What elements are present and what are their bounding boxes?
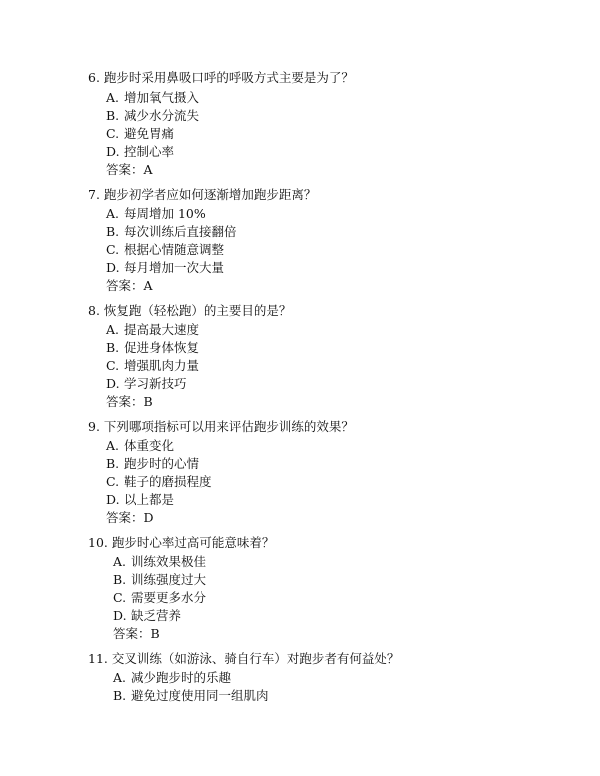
option-c: C. 需要更多水分 [113,590,207,605]
answer-label: 答案：D [106,510,154,525]
option-c: C. 鞋子的磨损程度 [106,474,212,489]
option-d: D. 以上都是 [106,492,175,507]
option-a: A. 提高最大速度 [106,322,200,337]
answer-label: 答案：A [106,278,153,293]
option-b: B. 跑步时的心情 [106,456,200,471]
option-c: C. 根据心情随意调整 [106,242,225,257]
option-a: A. 体重变化 [106,438,175,453]
option-d: D. 学习新技巧 [106,376,187,391]
question-title: 10. 跑步时心率过高可能意味着？ [88,535,275,550]
option-b: B. 促进身体恢复 [106,340,200,355]
question-title: 7. 跑步初学者应如何逐渐增加跑步距离？ [88,187,317,202]
option-b: B. 减少水分流失 [106,108,200,123]
question-title: 9. 下列哪项指标可以用来评估跑步训练的效果？ [88,419,354,434]
answer-label: 答案：B [106,394,153,409]
answer-label: 答案：B [113,626,160,641]
question-title: 6. 跑步时采用鼻吸口呼的呼吸方式主要是为了？ [88,70,354,85]
option-b: B. 避免过度使用同一组肌肉 [113,688,269,703]
option-d: D. 控制心率 [106,144,175,159]
option-d: D. 缺乏营养 [113,608,182,623]
question-title: 8. 恢复跑（轻松跑）的主要目的是？ [88,303,292,318]
option-c: C. 增强肌肉力量 [106,358,200,373]
option-b: B. 训练强度过大 [113,572,207,587]
question-title: 11. 交叉训练（如游泳、骑自行车）对跑步者有何益处？ [88,651,400,666]
option-d: D. 每月增加一次大量 [106,260,225,275]
option-a: A. 训练效果极佳 [113,554,207,569]
option-b: B. 每次训练后直接翻倍 [106,224,237,239]
option-a: A. 增加氧气摄入 [106,90,200,105]
option-c: C. 避免胃痛 [106,126,175,141]
option-a: A. 减少跑步时的乐趣 [113,670,232,685]
option-a: A. 每周增加 10% [106,206,206,221]
answer-label: 答案：A [106,162,153,177]
